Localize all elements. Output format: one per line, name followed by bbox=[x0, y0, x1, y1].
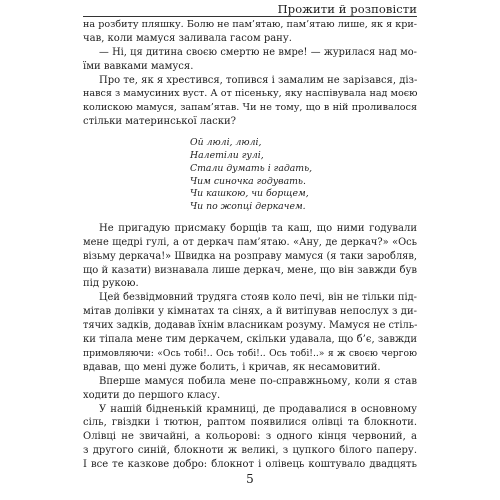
text-line: мітав долівки у кімнатах та сінях, а й витіпував непослух з ди- bbox=[83, 306, 417, 318]
text-line: ки тіпала мене тим деркачем, скільки удавала, що б’є, завжди bbox=[83, 334, 417, 346]
text-line: — Ні, ця дитина своєю смертю не вмре! — журилася над мо- bbox=[99, 46, 417, 58]
header-rule bbox=[83, 16, 417, 17]
text-line: під рукою. bbox=[83, 278, 139, 290]
text-line: що й казати) визнавала лише деркач, мене, що він завжди був bbox=[83, 264, 417, 276]
text-line: ходити до першого класу. bbox=[83, 389, 221, 401]
text-line: їми вавками мамуся. bbox=[83, 60, 194, 72]
text-line: сіль, гвіздки і тютюн, раптом появилися олівці та блокноти. bbox=[83, 417, 417, 429]
text-line: стільки материнської ласки? bbox=[83, 116, 237, 128]
text-line: Цей безвідмовний трудяга стояв коло печі, він не тільки під- bbox=[99, 292, 417, 304]
verse-line: Ой люлі, люлі, bbox=[190, 137, 262, 149]
text-line: Не пригадую присмаку борщів та каш, що ними годували bbox=[99, 222, 417, 234]
text-line: Олівці не звичайні, а кольорові: з одного кінця червоний, а bbox=[83, 431, 417, 443]
text-line: колискою мамуся, запам’ятав. Чи не тому, що в ній проливалося bbox=[83, 102, 417, 114]
text-line: чав, коли мамуся заливала гасом рану. bbox=[83, 32, 292, 44]
page-number: 5 bbox=[246, 472, 254, 486]
text-line: з другого синій, блокноти ж великі, з цупкого білого паперу. bbox=[83, 445, 417, 457]
verse-line: Стали думать і гадать, bbox=[190, 162, 313, 174]
verse-line: Чи по жопці деркачем. bbox=[190, 201, 306, 213]
running-header-title: Прожити й розповісти bbox=[277, 2, 417, 16]
text-line: візьму деркача!» Швидка на розправу мамуся (я таки заробляв, bbox=[83, 250, 417, 262]
text-line: на розбиту пляшку. Болю не пам’ятаю, пам’ятаю лише, як я кри- bbox=[83, 19, 417, 30]
text-line: тячих задків, додавав їхнім власникам розуму. Мамуся не стіль- bbox=[83, 320, 418, 332]
verse-line: Чим синочка годувать. bbox=[190, 175, 306, 187]
text-line: мене щедрі гулі, а от деркач пам’ятаю. «Ану, де деркач?» «Ось bbox=[83, 236, 417, 248]
verse-line: Чи кашкою, чи борщем, bbox=[190, 188, 309, 200]
text-line: У нашій бідненькій крамниці, де продавалися в основному bbox=[99, 403, 417, 415]
text-line: Вперше мамуся побила мене по-справжньому, коли я став bbox=[99, 375, 417, 387]
text-line: вдавав, що мені дуже болить, і кричав, як несамовитий. bbox=[83, 361, 381, 373]
text-line: І все те казкове добро: блокнот і олівець коштувало двадцять bbox=[83, 459, 417, 471]
text-line: нався з мамусиних вуст. А от пісеньку, яку наспівувала над моєю bbox=[83, 88, 418, 100]
text-line: примовляючи: «Ось тобі!.. Ось тобі!.. Ось тобі!..» я ж своєю чергою bbox=[83, 347, 417, 359]
verse-line: Налетіли гулі, bbox=[190, 149, 264, 161]
text-line: Про те, як я хрестився, топився і замалим не зарізався, діз- bbox=[99, 74, 418, 86]
